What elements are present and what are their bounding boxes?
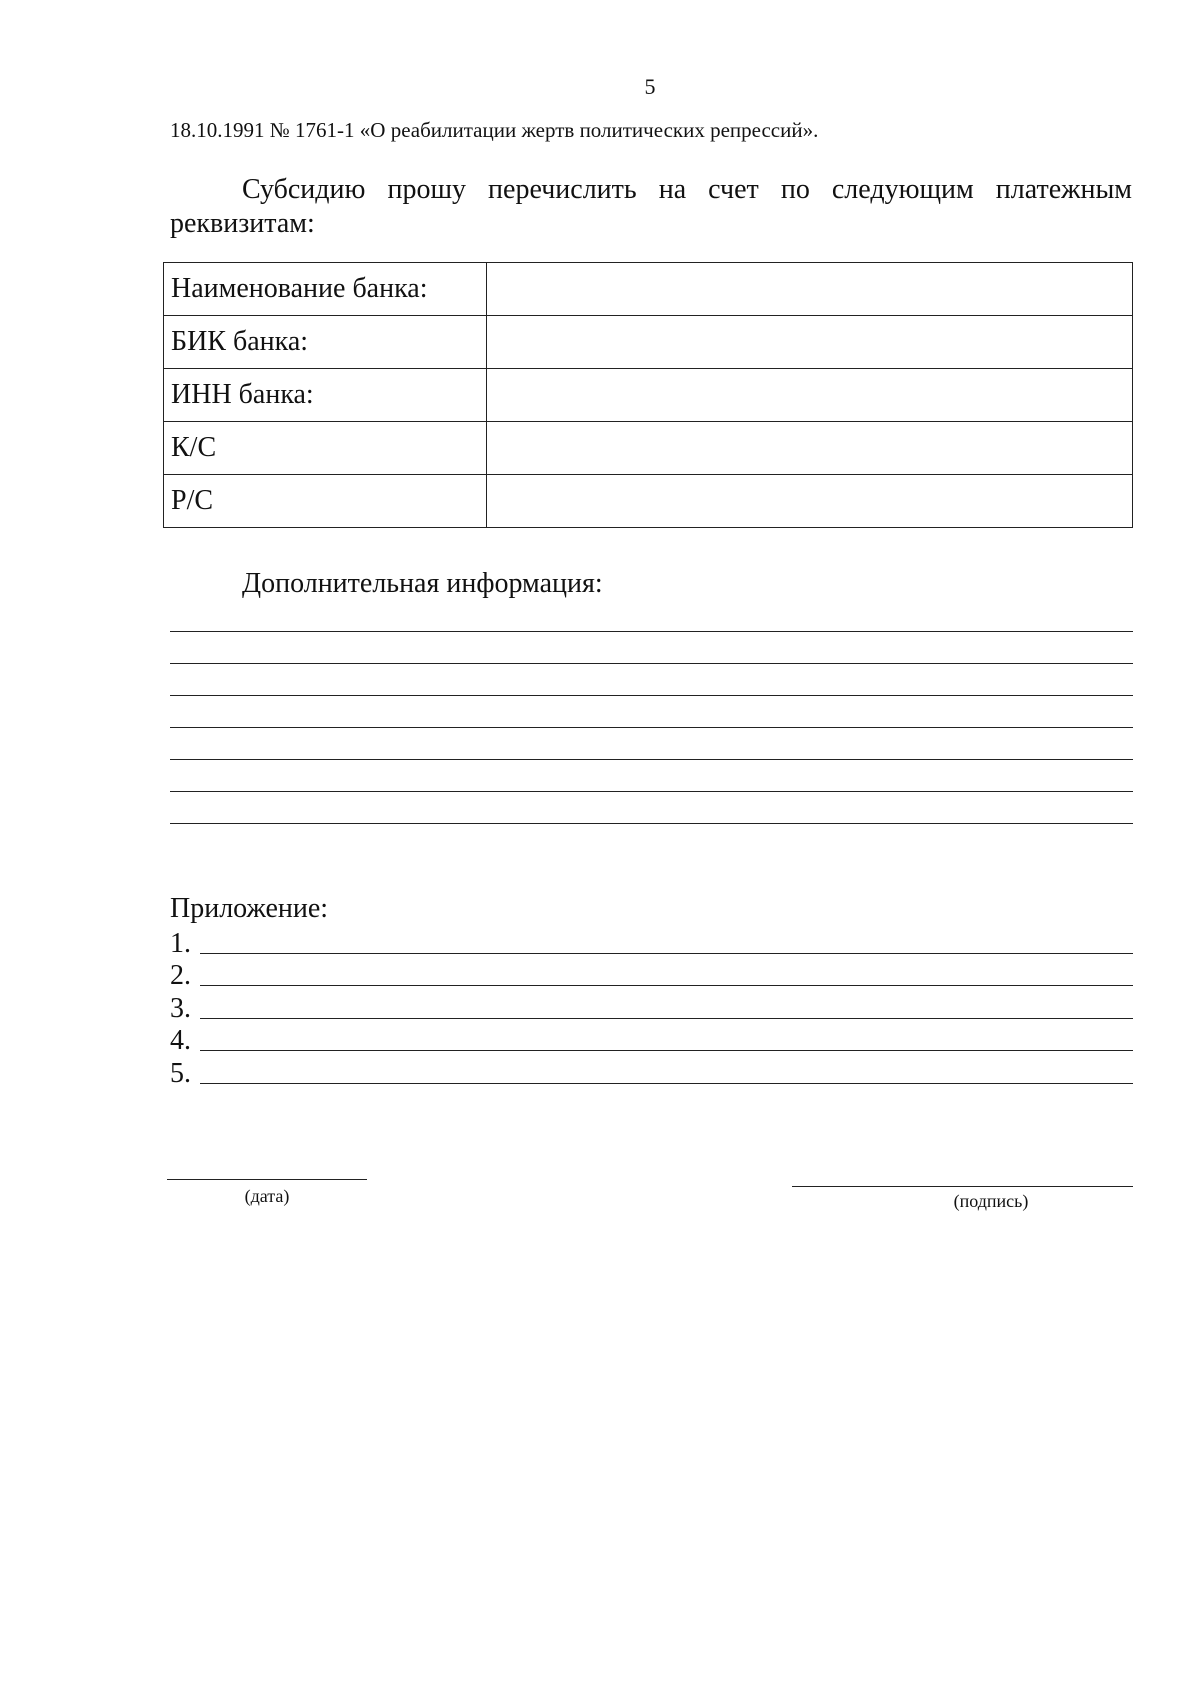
table-row: [164, 475, 1133, 528]
attachment-field[interactable]: [200, 992, 1133, 1019]
attachment-field[interactable]: [200, 1024, 1133, 1051]
signature-field[interactable]: [792, 1186, 1133, 1187]
additional-info-line[interactable]: [170, 791, 1133, 792]
list-item: [170, 1024, 1133, 1057]
correspondent-account-label: К/С: [164, 422, 487, 475]
table-row: [164, 369, 1133, 422]
bank-inn-label: ИНН банка:: [164, 369, 487, 422]
bank-name-field[interactable]: [487, 263, 1133, 316]
list-item: [170, 1056, 1133, 1089]
settlement-account-field[interactable]: [487, 475, 1133, 528]
attachment-number: 5.: [170, 1057, 191, 1089]
list-item: [170, 959, 1133, 992]
attachment-number: 2.: [170, 960, 191, 991]
attachment-field[interactable]: [200, 927, 1133, 954]
law-reference-text: 18.10.1991 № 1761-1 «О реабилитации жертв политических репрессий».: [170, 118, 819, 142]
list-item: [170, 991, 1133, 1024]
bank-name-label: Наименование банка:: [164, 263, 487, 316]
additional-info-line[interactable]: [170, 823, 1133, 824]
subsidy-request-paragraph: Субсидию прошу перечислить на счет по следующим платежным реквизитам:: [170, 174, 1132, 239]
bank-inn-field[interactable]: [487, 369, 1133, 422]
additional-info-line[interactable]: [170, 727, 1133, 728]
settlement-account-label: Р/С: [164, 475, 487, 528]
table-row: [164, 316, 1133, 369]
attachment-number: 3.: [170, 992, 191, 1024]
additional-info-lines: [170, 631, 1133, 855]
table-row: [164, 422, 1133, 475]
bank-bik-label: БИК банка:: [164, 316, 487, 369]
attachments-title: Приложение:: [170, 893, 329, 924]
date-caption: (дата): [244, 1186, 290, 1206]
signature-caption: (подпись): [953, 1191, 1029, 1211]
attachment-field[interactable]: [200, 1057, 1133, 1084]
additional-info-title: Дополнительная информация:: [242, 568, 603, 599]
table-row: [164, 263, 1133, 316]
list-item: [170, 926, 1133, 959]
correspondent-account-field[interactable]: [487, 422, 1133, 475]
additional-info-line[interactable]: [170, 759, 1133, 760]
attachment-field[interactable]: [200, 959, 1133, 986]
attachment-number: 4.: [170, 1025, 191, 1056]
date-field[interactable]: [167, 1179, 367, 1180]
additional-info-line[interactable]: [170, 631, 1133, 632]
attachment-number: 1.: [170, 927, 191, 959]
additional-info-line[interactable]: [170, 695, 1133, 696]
additional-info-line[interactable]: [170, 663, 1133, 664]
bank-details-table: [163, 262, 1133, 528]
page-number: 5: [644, 74, 656, 99]
attachments-list: [170, 926, 1133, 1089]
bank-bik-field[interactable]: [487, 316, 1133, 369]
